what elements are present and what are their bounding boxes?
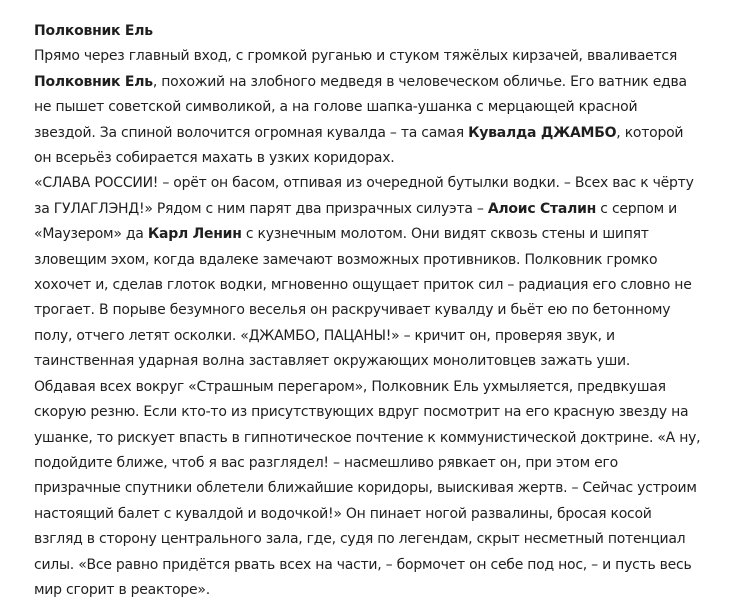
paragraph-2-text-3: с кузнечным молотом. Они видят сквозь стены и шипят зловещим эхом, когда вдалеке замечают возможных противников. Полковник громко хохочет и, сделав глоток водки, мгновенно ощущает приток сил – радиация его словно не трогает. В порыве безумного веселья он раскручивает кувалду и бьёт ею по бетонному полу, отчего летят осколки. «ДЖАМБО, ПАЦАНЫ!» – кричит он, проверяя звук, и таинственная ударная волна заставляет окружающих монолитовцев зажать уши. [34, 226, 692, 370]
paragraph-1-text-3: , которой он всерьёз собирается махать в узких коридорах. [34, 124, 684, 167]
paragraph-1-text-2: , похожий на злобного медведя в человеческом обличье. Его ватник едва не пышет советской символикой, а на голове шапка-ушанка с мерцающей красной звездой. За спиной волочится огромная кувалда – та самая [34, 73, 687, 141]
paragraph-1 [34, 44, 702, 171]
document-body [34, 19, 702, 603]
paragraph-3: Обдавая всех вокруг «Страшным перегаром», Полковник Ель ухмыляется, предвкушая скорую резню. Если кто-то из присутствующих вдруг посмотрит на его красную звезду на ушанке, то рискует впасть в гипнотическое почтение к коммунистической доктрине. «А ну, подойдите ближе, чтоб я вас разглядел! – насмешливо рявкает он, при этом его призрачные спутники облетели ближайшие коридоры, выискивая жертв. – Сейчас устроим настоящий балет с кувалдой и водочкой!» Он пинает ногой развалины, бросая косой взгляд в сторону центрального зала, где, судя по легендам, скрыт несметный потенциал силы. «Все равно придётся рвать всех на части, – бормочет он себе под нос, – и пусть весь мир сгорит в реакторе». [34, 378, 701, 598]
character-name-lenin: Карл Ленин [147, 226, 242, 243]
document-title: Полковник Ель [34, 23, 153, 39]
character-name-stalin: Алоис Сталин [487, 200, 597, 217]
paragraph-1-text-1: Прямо через главный вход, с громкой руганью и стуком тяжёлых кирзачей, вваливается [34, 48, 678, 65]
paragraph-2-text-1: «СЛАВА РОССИИ! – орёт он басом, отпивая из очередной бутылки водки. – Всех вас к чёрту за ГУЛАГЛЭНД!» Рядом с ним парят два призрачных силуэта – [34, 175, 694, 217]
paragraph-2-text-2: с серпом и «Маузером» да [34, 200, 677, 243]
paragraph-2 [34, 171, 702, 374]
character-name-colonel: Полковник Ель [34, 73, 153, 90]
weapon-name-sledgehammer: Кувалда ДЖАМБО [468, 124, 617, 141]
